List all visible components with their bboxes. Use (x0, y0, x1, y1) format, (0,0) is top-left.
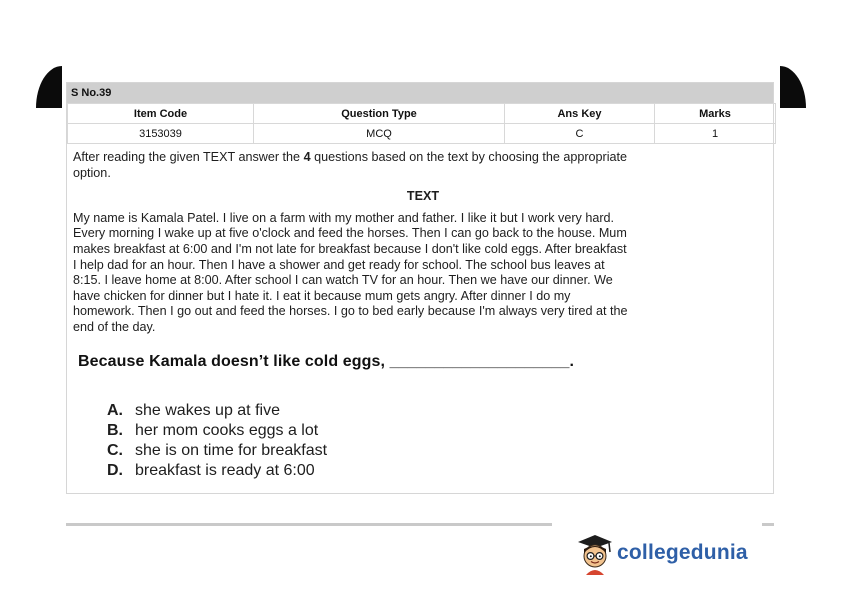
instructions (73, 150, 633, 181)
question-body (67, 144, 773, 336)
question-meta-table (67, 103, 776, 144)
header-marks: Marks (655, 104, 776, 124)
value-marks: 1 (655, 124, 776, 144)
reading-passage: My name is Kamala Patel. I live on a farm with my mother and father. I like it but I work very hard. Every morning I wake up at five o'clock and feed the horses. Then I can go back to the house. Mum makes breakfast at 6:00 and I'm not late for breakfast because I don't like cold eggs. After breakfast I help dad for an hour. Then I have a shower and get ready for school. The school bus leaves at 8:15. I leave home at 8:00. After school I can watch TV for an hour. Then we have our dinner. We have chicken for dinner but I hate it. I eat it because mum gets angry. After dinner I do my homework. Then I go out and feed the horses. I go to bed early because I'm always very tired at the end of the day. (73, 210, 628, 334)
option-letter: C. (107, 441, 123, 459)
value-question-type: MCQ (254, 124, 505, 144)
header-item-code: Item Code (68, 104, 254, 124)
option-a (107, 401, 773, 421)
meta-header-row (68, 104, 776, 124)
instructions-before: After reading the given TEXT answer the (73, 150, 304, 164)
text-title: TEXT (406, 189, 440, 204)
divider-line (66, 523, 552, 526)
option-c (107, 441, 773, 461)
option-d (107, 461, 773, 481)
corner-mark-right (780, 66, 806, 108)
question-card (66, 82, 774, 494)
meta-value-row (68, 124, 776, 144)
divider-line-short (762, 523, 774, 526)
instructions-after: questions based on the text by choosing the appropriate option. (73, 150, 628, 180)
option-text: she wakes up at five (135, 401, 280, 419)
value-item-code: 3153039 (68, 124, 254, 144)
option-text: her mom cooks eggs a lot (135, 421, 319, 439)
header-question-type: Question Type (254, 104, 505, 124)
option-b (107, 421, 773, 441)
value-ans-key: C (505, 124, 655, 144)
option-letter: B. (107, 421, 123, 439)
option-text: she is on time for breakfast (135, 441, 328, 459)
option-text: breakfast is ready at 6:00 (135, 461, 315, 479)
corner-mark-left (36, 66, 62, 108)
question-stem: Because Kamala doesn’t like cold eggs, ____________________. (78, 352, 575, 370)
option-letter: D. (107, 461, 123, 479)
brand-name: collegedunia (617, 541, 748, 564)
answer-options (107, 401, 773, 481)
serial-number-bar: S No.39 (67, 83, 773, 103)
header-ans-key: Ans Key (505, 104, 655, 124)
question-count: 4 (303, 150, 311, 164)
option-letter: A. (107, 401, 123, 419)
